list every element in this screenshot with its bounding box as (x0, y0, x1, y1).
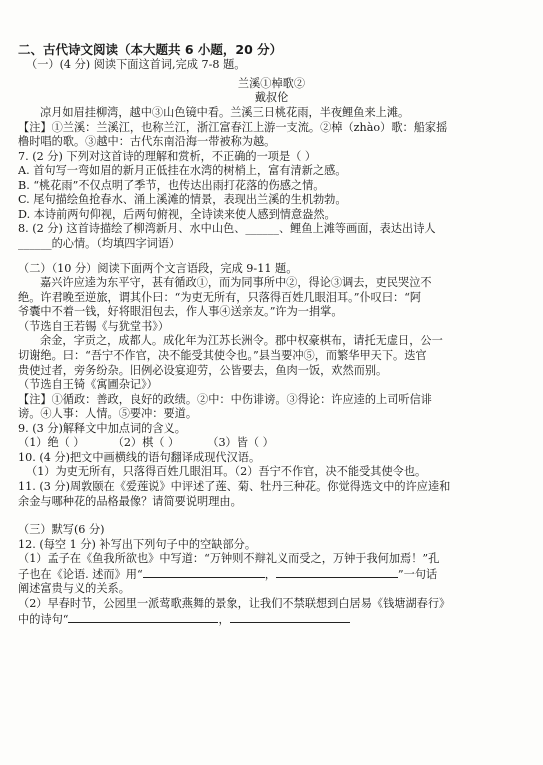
question-8: 8. (2 分) 这首诗描绘了柳湾新月、水中山色、______、鲤鱼上滩等画面，表达出诗人 (18, 222, 436, 236)
question-9-stem: 9. (3 分)解释文中加点词的含义。 (18, 421, 186, 435)
passage-a-source: （节选自王若锡《与犹堂书》） (18, 319, 170, 333)
question-9-items (18, 436, 525, 451)
question-7-stem: 7. (2 分) 下列对这首诗的理解和赏析，不正确的一项是（ ） (18, 149, 317, 163)
q9-item-2: （2）棋（ ） (112, 436, 180, 450)
part2-intro: （二）（10 分）阅读下面两个文言语段，完成 9-11 题。 (18, 261, 298, 275)
question-12-1-end: 阐述富贵与义的关系。 (18, 582, 130, 596)
note-line: 【注】①循政：善政，良好的政绩。②中：中伤诽谤。③得论：许应逵的上司听信诽 (18, 392, 432, 406)
q12-1-prefix: 子也在《论语. 述而》用“ (18, 567, 143, 581)
question-8-cont: ______的心情。（均填四字词语） (18, 237, 181, 250)
passage-b-line: 切谢绝。曰：“吾宁不作官，决不能受其使令也。”县当要冲⑤，而繁华甲天下。迭官 (18, 348, 427, 362)
option-a: A. 首句写一弯如眉的新月正低挂在水湾的树梢上，富有清新之感。 (18, 164, 347, 178)
passage-b-line: 余金，字贡之，成都人。成化年为江苏长洲令。郡中权豪棋布，请托无虚日，公一 (40, 334, 443, 348)
option-c: C. 尾句描绘鱼抢春水、涌上溪滩的情景，表现出兰溪的生机勃勃。 (18, 193, 347, 207)
part3-intro: （三）默写(6 分) (18, 523, 105, 537)
passage-b-source: （节选自王锜《寓圃杂记》） (18, 378, 158, 392)
q12-2-prefix: 中的诗句“ (18, 612, 69, 626)
answer-blank[interactable] (276, 567, 398, 578)
part1-intro: （一）(4 分) 阅读下面这首词,完成 7-8 题。 (26, 58, 246, 72)
poem-author: 戴叔伦 (254, 91, 289, 105)
q12-2-separator: ， (218, 612, 230, 626)
passage-a-line: 嘉兴许应逵为东平守，甚有循政①，而为同事所中②，得论③调去，吏民哭泣不 (40, 276, 432, 290)
question-12-stem: 12. (每空 1 分) 补写出下列句子中的空缺部分。 (18, 537, 257, 551)
answer-blank[interactable] (143, 567, 265, 578)
q12-1-suffix: ”一句话 (397, 567, 438, 581)
note-line: 谤。④人事：人情。⑤要冲：要道。 (18, 407, 198, 421)
passage-a-line: 爷囊中不着一钱，好将眼泪包去，作人事④送亲友。”许为一捐掌。 (18, 305, 343, 319)
passage-a-line: 绝。许君晚至逆旅，谓其仆曰：“为吏无所有，只落得百姓几眼泪耳。”仆叹曰：“阿 (18, 290, 422, 304)
question-10-stem: 10. (4 分)把文中画横线的语句翻译成现代汉语。 (18, 450, 261, 464)
note-line: 橹时唱的歌。③越中：古代东南沿海一带被称为越。 (18, 135, 276, 149)
poem-title: 兰溪①棹歌② (237, 76, 306, 90)
passage-b-line: 贵使过者，旁务纷杂。旧例必设宴迎劳，公皆要去，鱼肉一饭，欢然而别。 (18, 363, 388, 377)
question-11-cont: 余金与哪种花的品格最像？请简要说明理由。 (18, 494, 242, 508)
poem-text: 凉月如眉挂柳湾，越中③山色镜中看。兰溪三日桃花雨，半夜鲤鱼来上滩。 (40, 105, 410, 119)
section-title: 二、古代诗文阅读（本大题共 6 小题，20 分） (18, 42, 283, 57)
exam-page (0, 42, 543, 765)
question-10-items: （1）为吏无所有，只落得百姓几眼泪耳。（2）吾宁不作官，决不能受其使令也。 (26, 465, 427, 479)
option-d: D. 本诗前两句仰视，后两句俯视，全诗读来使人感到情意盎然。 (18, 207, 336, 221)
q9-item-1: （1）绝（ ） (18, 436, 85, 450)
answer-blank[interactable] (68, 612, 218, 623)
answer-blank[interactable] (230, 612, 350, 623)
question-12-1-cont: 子也在《论语. 述而》用“ ， ”一句话 (18, 567, 438, 581)
question-12-2: （2）早春时节，公园里一派莺歌燕舞的景象，让我们不禁联想到白居易《钱塘湖春行》 (18, 596, 451, 610)
q9-item-3: （3）皆（ ） (207, 436, 274, 450)
option-b: B. “桃花雨”不仅点明了季节，也传达出雨打花落的伤感之情。 (18, 178, 325, 192)
question-12-1: （1）孟子在《鱼我所欲也》中写道：“万钟则不辩礼义而受之，万钟于我何加焉！”孔 (18, 552, 440, 566)
note-line: 【注】①兰溪：兰溪江，也称兰江，浙江富春江上游一支流。②棹（zhào）歌：船家摇 (18, 120, 448, 134)
question-11: 11. (3 分)周敦颐在《爱莲说》中评述了莲、菊、牡丹三种花。你觉得选文中的许应逵和 (18, 480, 451, 493)
question-12-2-cont (18, 612, 525, 628)
